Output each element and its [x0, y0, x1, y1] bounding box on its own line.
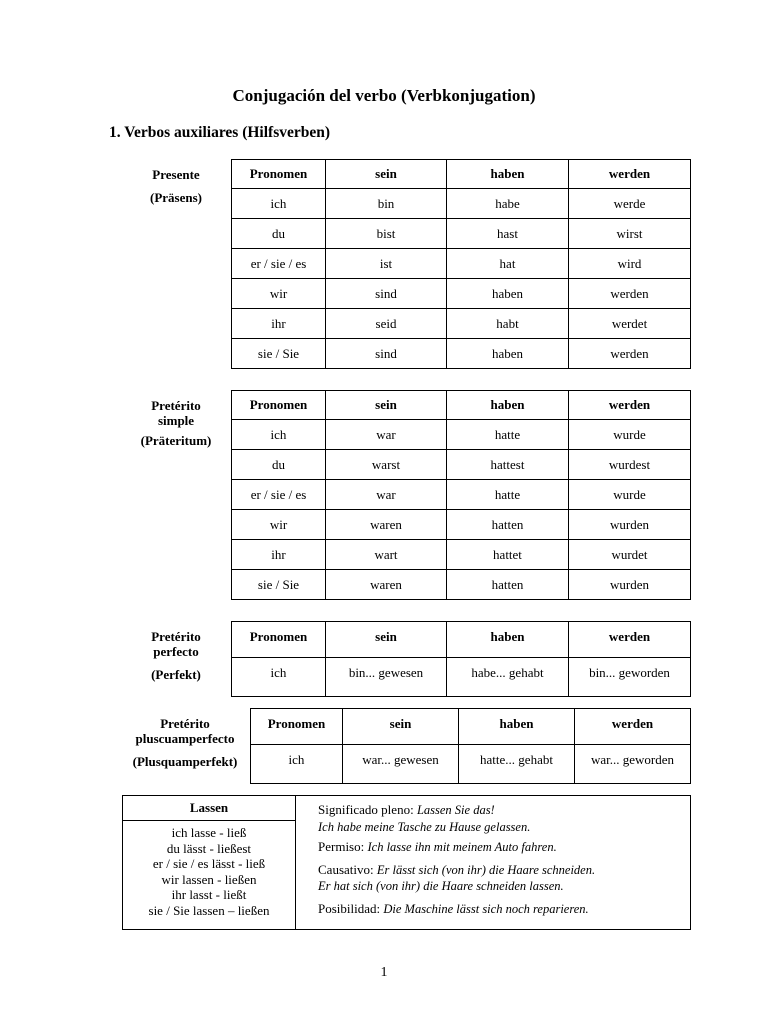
table-cell: war: [326, 480, 447, 510]
meaning-permiso: [318, 839, 688, 856]
tense-name-de: (Plusquamperfekt): [132, 754, 238, 769]
lassen-form: ich lasse - ließ: [171, 825, 247, 840]
column-header: haben: [459, 709, 575, 745]
table-row: [232, 420, 691, 450]
table-cell: ihr: [232, 309, 326, 339]
column-header: haben: [447, 391, 569, 420]
meaning-label: Permiso:: [318, 839, 365, 854]
meaning-label: Significado pleno:: [318, 802, 414, 817]
table-row: [232, 249, 691, 279]
tense-name: simple: [157, 413, 195, 428]
tense-name: Pretérito: [151, 629, 201, 644]
table-cell: bin... gewesen: [326, 658, 447, 697]
table-cell: habe... gehabt: [447, 658, 569, 697]
table-header-row: [232, 160, 691, 189]
meaning-example: Die Maschine lässt sich noch reparieren.: [383, 901, 589, 916]
meaning-causativo: [318, 862, 688, 895]
table-row: [232, 339, 691, 369]
table-cell: du: [232, 450, 326, 480]
table-cell: sie / Sie: [232, 570, 326, 600]
tense-name-de: (Präteritum): [140, 433, 212, 448]
table-cell: wurden: [569, 570, 691, 600]
meaning-label: Causativo:: [318, 861, 374, 877]
table-cell: ist: [326, 249, 447, 279]
table-cell: hatte: [447, 420, 569, 450]
column-header: sein: [326, 622, 447, 658]
table-cell: sind: [326, 339, 447, 369]
table-cell: hast: [447, 219, 569, 249]
table-cell: haben: [447, 279, 569, 309]
column-header: Pronomen: [232, 391, 326, 420]
table-cell: hattet: [447, 540, 569, 570]
column-header: werden: [569, 160, 691, 189]
table-cell: waren: [326, 510, 447, 540]
table-row: [251, 745, 691, 784]
table-cell: hatte... gehabt: [459, 745, 575, 784]
table-cell: werden: [569, 279, 691, 309]
table-row: [232, 480, 691, 510]
table-cell: werde: [569, 189, 691, 219]
tense-label-pluscuamperfecto: [124, 716, 246, 769]
tense-label-presente: [140, 167, 212, 205]
table-cell: seid: [326, 309, 447, 339]
column-header: Pronomen: [251, 709, 343, 745]
table-row: [232, 570, 691, 600]
tense-name: Pretérito: [151, 398, 201, 413]
table-cell: war... gewesen: [343, 745, 459, 784]
meaning-label: Posibilidad:: [318, 900, 381, 916]
table-header-row: [251, 709, 691, 745]
table-cell: warst: [326, 450, 447, 480]
tense-name-de: (Perfekt): [151, 667, 201, 682]
table-cell: wurde: [569, 420, 691, 450]
lassen-meanings: [318, 802, 688, 921]
table-cell: er / sie / es: [232, 480, 326, 510]
table-cell: wurdet: [569, 540, 691, 570]
table-row: [232, 510, 691, 540]
column-header: werden: [575, 709, 691, 745]
table-preterito-simple: [231, 390, 691, 600]
column-header: Pronomen: [232, 622, 326, 658]
table-cell: bin: [326, 189, 447, 219]
tense-label-preterito-perfecto: [130, 629, 222, 682]
page-number: 1: [380, 965, 388, 980]
lassen-forms: [123, 821, 295, 918]
lassen-form: er / sie / es lässt - ließ: [152, 856, 266, 871]
table-cell: werden: [569, 339, 691, 369]
table-cell: wurde: [569, 480, 691, 510]
table-cell: wart: [326, 540, 447, 570]
meaning-example: Lassen Sie das!: [416, 803, 495, 817]
tense-name: Presente: [152, 167, 200, 182]
table-cell: ich: [251, 745, 343, 784]
table-row: [232, 189, 691, 219]
table-cell: sie / Sie: [232, 339, 326, 369]
meaning-significado: [318, 802, 688, 835]
column-header: sein: [326, 160, 447, 189]
table-row: [232, 658, 691, 697]
lassen-form: ihr lasst - ließt: [171, 887, 247, 902]
column-header: werden: [569, 622, 691, 658]
meaning-example: Er hat sich (von ihr) die Haare schneiden lassen.: [318, 879, 564, 893]
table-row: [232, 540, 691, 570]
table-cell: sind: [326, 279, 447, 309]
table-cell: hat: [447, 249, 569, 279]
table-cell: habe: [447, 189, 569, 219]
lassen-box: [122, 795, 691, 930]
tense-name: pluscuamperfecto: [135, 731, 235, 746]
meaning-posibilidad: [318, 901, 688, 918]
table-cell: war... geworden: [575, 745, 691, 784]
table-cell: hatte: [447, 480, 569, 510]
table-cell: war: [326, 420, 447, 450]
tense-name: Pretérito: [160, 716, 210, 731]
table-cell: waren: [326, 570, 447, 600]
column-header: sein: [326, 391, 447, 420]
column-header: sein: [343, 709, 459, 745]
meaning-example: Ich habe meine Tasche zu Hause gelassen.: [318, 819, 531, 834]
table-cell: wir: [232, 279, 326, 309]
table-cell: ich: [232, 189, 326, 219]
page-title: Conjugación del verbo (Verbkonjugation): [232, 86, 536, 105]
meaning-example: Ich lasse ihn mit meinem Auto fahren.: [367, 840, 557, 854]
lassen-form: sie / Sie lassen – ließen: [148, 902, 270, 918]
table-cell: bin... geworden: [569, 658, 691, 697]
table-cell: hatten: [447, 510, 569, 540]
table-cell: wurdest: [569, 450, 691, 480]
tense-name-de: (Präsens): [150, 190, 202, 205]
table-cell: habt: [447, 309, 569, 339]
table-header-row: [232, 391, 691, 420]
table-row: [232, 279, 691, 309]
column-header: haben: [447, 622, 569, 658]
table-row: [232, 450, 691, 480]
table-row: [232, 309, 691, 339]
column-header: haben: [447, 160, 569, 189]
lassen-form: wir lassen - ließen: [161, 871, 257, 887]
lassen-form: du lässt - ließest: [166, 840, 252, 856]
table-cell: wird: [569, 249, 691, 279]
table-row: [232, 219, 691, 249]
table-cell: wurden: [569, 510, 691, 540]
lassen-heading: Lassen: [123, 796, 295, 821]
table-cell: haben: [447, 339, 569, 369]
table-cell: werdet: [569, 309, 691, 339]
lassen-forms-column: [123, 796, 296, 929]
table-presente: [231, 159, 691, 369]
section-heading: 1. Verbos auxiliares (Hilfsverben): [109, 124, 331, 141]
table-cell: wir: [232, 510, 326, 540]
table-cell: er / sie / es: [232, 249, 326, 279]
table-cell: wirst: [569, 219, 691, 249]
table-cell: bist: [326, 219, 447, 249]
column-header: Pronomen: [232, 160, 326, 189]
table-cell: ich: [232, 658, 326, 697]
table-cell: ihr: [232, 540, 326, 570]
table-cell: du: [232, 219, 326, 249]
column-header: werden: [569, 391, 691, 420]
meaning-example: Er lässt sich (von ihr) die Haare schneiden.: [376, 862, 596, 877]
table-cell: hatten: [447, 570, 569, 600]
table-cell: ich: [232, 420, 326, 450]
tense-label-preterito-simple: [130, 398, 222, 448]
table-header-row: [232, 622, 691, 658]
tense-name: perfecto: [153, 644, 199, 659]
table-pluscuamperfecto: [250, 708, 691, 784]
table-preterito-perfecto: [231, 621, 691, 697]
table-cell: hattest: [447, 450, 569, 480]
